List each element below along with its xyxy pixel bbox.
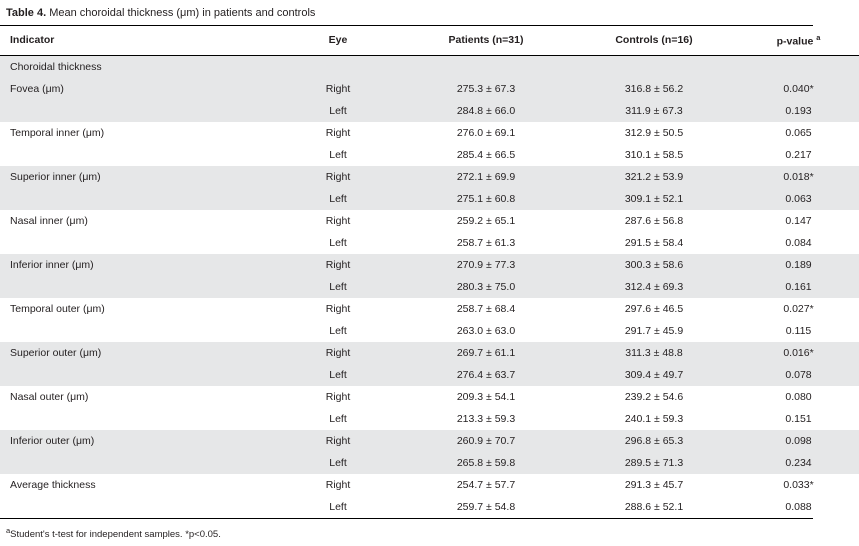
cell-controls: 291.5 ± 58.4	[570, 232, 738, 254]
cell-indicator	[0, 188, 274, 210]
caption-text: Mean choroidal thickness (μm) in patients and controls	[46, 7, 316, 19]
table-row	[0, 276, 859, 298]
table-header	[0, 26, 859, 55]
cell-pvalue: 0.040*	[738, 78, 859, 100]
cell-pvalue: 0.115	[738, 320, 859, 342]
cell-eye: Right	[274, 78, 402, 100]
cell-controls: 300.3 ± 58.6	[570, 254, 738, 276]
cell-indicator	[0, 408, 274, 430]
cell-controls: 309.4 ± 49.7	[570, 364, 738, 386]
cell-eye: Left	[274, 452, 402, 474]
cell-pvalue: 0.027*	[738, 298, 859, 320]
cell-controls: 239.2 ± 54.6	[570, 386, 738, 408]
cell-eye: Left	[274, 188, 402, 210]
cell-patients: 285.4 ± 66.5	[402, 144, 570, 166]
table-row	[0, 496, 859, 518]
cell-patients: 280.3 ± 75.0	[402, 276, 570, 298]
cell-indicator	[0, 452, 274, 474]
cell-eye: Left	[274, 364, 402, 386]
cell-controls: 311.9 ± 67.3	[570, 100, 738, 122]
cell-patients: 263.0 ± 63.0	[402, 320, 570, 342]
cell-patients: 275.1 ± 60.8	[402, 188, 570, 210]
table-row	[0, 320, 859, 342]
cell-indicator	[0, 364, 274, 386]
cell-patients: 259.7 ± 54.8	[402, 496, 570, 518]
table-row	[0, 166, 859, 188]
cell-indicator	[0, 100, 274, 122]
header-row	[0, 26, 859, 55]
cell-patients: 259.2 ± 65.1	[402, 210, 570, 232]
cell-patients: 275.3 ± 67.3	[402, 78, 570, 100]
cell-patients: 284.8 ± 66.0	[402, 100, 570, 122]
cell-eye: Left	[274, 496, 402, 518]
cell-eye: Right	[274, 254, 402, 276]
cell-controls: 288.6 ± 52.1	[570, 496, 738, 518]
table-row	[0, 232, 859, 254]
cell-pvalue: 0.147	[738, 210, 859, 232]
cell-eye: Left	[274, 320, 402, 342]
cell-indicator: Temporal inner (μm)	[0, 122, 274, 144]
cell-pvalue: 0.161	[738, 276, 859, 298]
cell-eye: Right	[274, 474, 402, 496]
table-row	[0, 364, 859, 386]
cell-controls: 297.6 ± 46.5	[570, 298, 738, 320]
cell-controls: 312.4 ± 69.3	[570, 276, 738, 298]
cell-indicator: Superior inner (μm)	[0, 166, 274, 188]
cell-patients: 213.3 ± 59.3	[402, 408, 570, 430]
cell-eye: Left	[274, 408, 402, 430]
cell-controls: 296.8 ± 65.3	[570, 430, 738, 452]
table-body	[0, 55, 859, 518]
header-pvalue-label: p-value	[776, 35, 817, 48]
cell-pvalue: 0.098	[738, 430, 859, 452]
cell-indicator: Inferior outer (μm)	[0, 430, 274, 452]
cell-controls: 309.1 ± 52.1	[570, 188, 738, 210]
cell-pvalue: 0.080	[738, 386, 859, 408]
footnote-text: Student's t-test for independent samples. *p<0.05.	[10, 528, 221, 540]
table-row	[0, 430, 859, 452]
header-eye: Eye	[274, 26, 402, 55]
cell-eye: Right	[274, 210, 402, 232]
table-row-group-heading	[0, 55, 859, 78]
cell-indicator	[0, 144, 274, 166]
header-indicator: Indicator	[0, 26, 274, 55]
cell-controls: 321.2 ± 53.9	[570, 166, 738, 188]
cell-indicator: Nasal inner (μm)	[0, 210, 274, 232]
cell-eye: Left	[274, 144, 402, 166]
table-row	[0, 210, 859, 232]
cell-eye: Right	[274, 166, 402, 188]
cell-indicator: Temporal outer (μm)	[0, 298, 274, 320]
cell-indicator: Superior outer (μm)	[0, 342, 274, 364]
cell-pvalue: 0.078	[738, 364, 859, 386]
cell-eye: Right	[274, 298, 402, 320]
cell-patients: 276.0 ± 69.1	[402, 122, 570, 144]
cell-pvalue: 0.151	[738, 408, 859, 430]
cell-indicator: Nasal outer (μm)	[0, 386, 274, 408]
cell-controls: 310.1 ± 58.5	[570, 144, 738, 166]
cell-eye: Right	[274, 122, 402, 144]
cell-eye: Right	[274, 342, 402, 364]
table-row	[0, 408, 859, 430]
choroidal-thickness-table	[0, 26, 859, 518]
cell-pvalue: 0.016*	[738, 342, 859, 364]
table-caption	[0, 0, 813, 26]
cell-indicator: Inferior inner (μm)	[0, 254, 274, 276]
cell-patients: 258.7 ± 68.4	[402, 298, 570, 320]
cell-indicator	[0, 232, 274, 254]
cell-pvalue: 0.217	[738, 144, 859, 166]
cell-eye: Left	[274, 100, 402, 122]
table-row	[0, 188, 859, 210]
cell-pvalue: 0.084	[738, 232, 859, 254]
header-controls: Controls (n=16)	[570, 26, 738, 55]
header-patients: Patients (n=31)	[402, 26, 570, 55]
cell-patients: 209.3 ± 54.1	[402, 386, 570, 408]
caption-label: Table 4.	[6, 7, 47, 19]
cell-controls: 240.1 ± 59.3	[570, 408, 738, 430]
cell-indicator	[0, 320, 274, 342]
cell-eye: Left	[274, 276, 402, 298]
table-row	[0, 122, 859, 144]
cell-patients: 270.9 ± 77.3	[402, 254, 570, 276]
cell-pvalue: 0.033*	[738, 474, 859, 496]
cell-pvalue: 0.065	[738, 122, 859, 144]
cell-patients: 260.9 ± 70.7	[402, 430, 570, 452]
cell-controls: 311.3 ± 48.8	[570, 342, 738, 364]
cell-patients: 269.7 ± 61.1	[402, 342, 570, 364]
cell-indicator	[0, 496, 274, 518]
cell-eye: Left	[274, 232, 402, 254]
footnote-marker: a	[6, 525, 11, 535]
cell-pvalue: 0.088	[738, 496, 859, 518]
cell-indicator: Fovea (μm)	[0, 78, 274, 100]
cell-patients: 258.7 ± 61.3	[402, 232, 570, 254]
group-heading-label: Choroidal thickness	[0, 55, 859, 78]
table-row	[0, 474, 859, 496]
cell-indicator: Average thickness	[0, 474, 274, 496]
cell-pvalue: 0.234	[738, 452, 859, 474]
cell-controls: 291.3 ± 45.7	[570, 474, 738, 496]
cell-patients: 254.7 ± 57.7	[402, 474, 570, 496]
cell-pvalue: 0.189	[738, 254, 859, 276]
cell-controls: 287.6 ± 56.8	[570, 210, 738, 232]
cell-eye: Right	[274, 386, 402, 408]
table-row	[0, 298, 859, 320]
header-pvalue-footnote-marker: a	[816, 33, 821, 42]
cell-eye: Right	[274, 430, 402, 452]
table-row	[0, 254, 859, 276]
cell-pvalue: 0.193	[738, 100, 859, 122]
cell-controls: 312.9 ± 50.5	[570, 122, 738, 144]
cell-patients: 276.4 ± 63.7	[402, 364, 570, 386]
cell-pvalue: 0.018*	[738, 166, 859, 188]
cell-patients: 272.1 ± 69.9	[402, 166, 570, 188]
table-row	[0, 100, 859, 122]
header-pvalue	[738, 26, 859, 55]
table-footnote	[0, 518, 813, 546]
cell-indicator	[0, 276, 274, 298]
cell-pvalue: 0.063	[738, 188, 859, 210]
table-row	[0, 78, 859, 100]
cell-controls: 291.7 ± 45.9	[570, 320, 738, 342]
cell-controls: 289.5 ± 71.3	[570, 452, 738, 474]
cell-controls: 316.8 ± 56.2	[570, 78, 738, 100]
table-row	[0, 144, 859, 166]
table-row	[0, 386, 859, 408]
table-row	[0, 452, 859, 474]
cell-patients: 265.8 ± 59.8	[402, 452, 570, 474]
table-row	[0, 342, 859, 364]
